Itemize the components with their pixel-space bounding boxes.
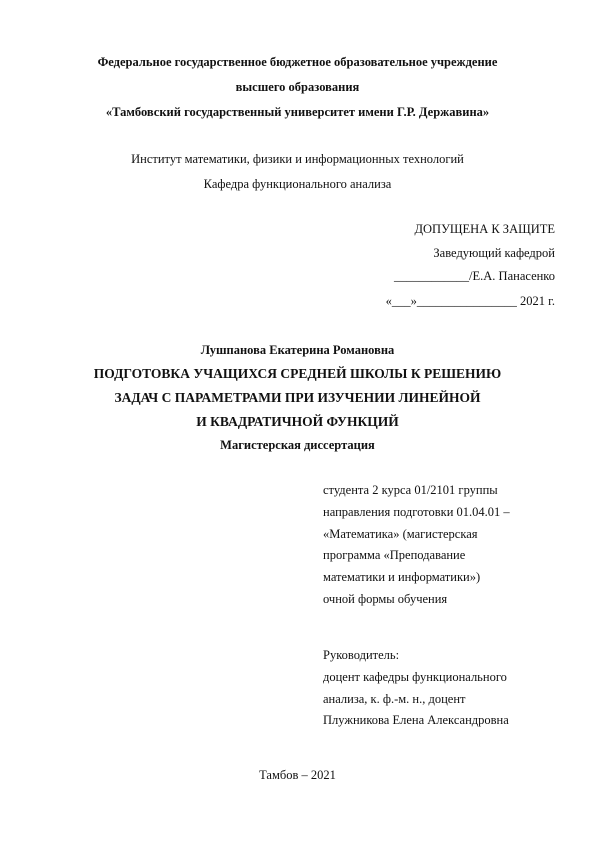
supervisor-line: Плужникова Елена Александровна xyxy=(323,713,509,728)
footer-city-year: Тамбов – 2021 xyxy=(259,768,336,782)
thesis-title-line-1: ПОДГОТОВКА УЧАЩИХСЯ СРЕДНЕЙ ШКОЛЫ К РЕШЕНИЮ xyxy=(93,366,502,381)
institute-name: Институт математики, физики и информационных технологий xyxy=(131,152,464,166)
thesis-title-line-3: И КВАДРАТИЧНОЙ ФУНКЦИЙ xyxy=(196,414,399,429)
supervisor-line: анализа, к. ф.-м. н., доцент xyxy=(323,691,466,706)
student-info-line: программа «Преподавание xyxy=(323,548,466,563)
student-info-line: очной формы обучения xyxy=(323,591,448,606)
student-info xyxy=(323,480,510,611)
author-name: Лушпанова Екатерина Романовна xyxy=(200,343,395,357)
student-info-line: «Математика» (магистерская xyxy=(323,526,478,541)
student-info-line: направления подготовки 01.04.01 – xyxy=(323,504,510,519)
thesis-title-line-2: ЗАДАЧ С ПАРАМЕТРАМИ ПРИ ИЗУЧЕНИИ ЛИНЕЙНОЙ xyxy=(114,390,481,405)
header-line-2: высшего образования xyxy=(235,80,360,94)
approval-role: Заведующий кафедрой xyxy=(433,246,555,260)
supervisor-heading: Руководитель: xyxy=(323,648,400,662)
header-line-1: Федеральное государственное бюджетное образовательное учреждение xyxy=(97,55,498,69)
supervisor-info xyxy=(323,645,509,732)
student-info-line: математики и информатики») xyxy=(323,570,481,585)
approval-signature: ____________/Е.А. Панасенко xyxy=(394,269,555,283)
thesis-type: Магистерская диссертация xyxy=(220,438,375,452)
department-name: Кафедра функционального анализа xyxy=(203,177,392,191)
approval-date: «___»________________ 2021 г. xyxy=(385,294,555,308)
header-line-3: «Тамбовский государственный университет имени Г.Р. Державина» xyxy=(105,105,490,119)
supervisor-line: доцент кафедры функционального xyxy=(323,669,507,684)
approval-heading: ДОПУЩЕНА К ЗАЩИТЕ xyxy=(414,222,555,236)
student-info-line: студента 2 курса 01/2101 группы xyxy=(323,483,498,497)
